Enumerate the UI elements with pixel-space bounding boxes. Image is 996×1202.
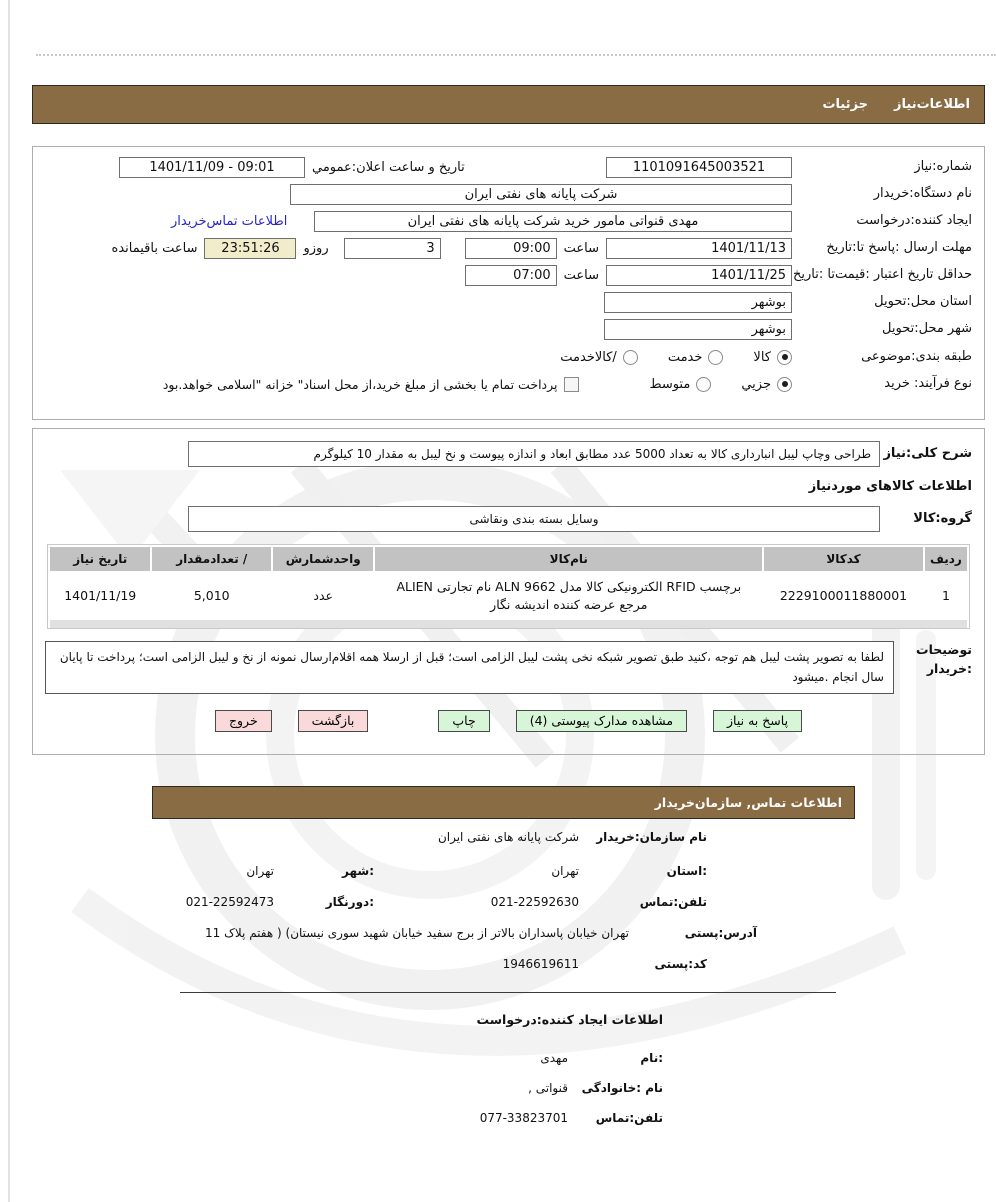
radio-goods-service[interactable] <box>560 350 638 365</box>
radio-goods-service-label: /کالاخدمت <box>560 349 617 365</box>
row-province-city <box>152 864 855 878</box>
tab-need-info[interactable]: اطلاعات‌نیاز <box>894 97 970 112</box>
contact-city-value: تهران <box>246 864 274 878</box>
contact-phone-label: تلفن:تماس <box>639 895 707 909</box>
deadline-hour-label: ساعت <box>563 240 599 256</box>
org-name-label: نام سازمان:خریدار <box>596 830 707 844</box>
postal-code-label: کد:پستی <box>654 957 707 971</box>
radio-goods-service-icon[interactable] <box>623 350 638 365</box>
last-name-label: نام :خانوادگی <box>581 1081 663 1095</box>
goods-info-heading: اطلاعات کالاهای موردنیاز <box>808 479 972 494</box>
price-validity-label: حداقل تاریخ اعتبار :قیمت‌تا :تاریخ <box>792 266 972 282</box>
request-creator-section <box>152 1012 855 1141</box>
delivery-city-label: شهر محل:تحویل <box>882 320 972 336</box>
cell-goods-code: 2229100011880001 <box>764 573 923 618</box>
need-description-label: شرح کلی:نیاز <box>883 446 972 462</box>
buyer-contact-section <box>152 830 855 988</box>
validity-hour-label: ساعت <box>563 267 599 283</box>
request-creator-heading: اطلاعات ایجاد کننده:درخواست <box>476 1012 663 1027</box>
action-buttons <box>45 710 972 732</box>
goods-group-field[interactable]: وسایل بسته بندی ونقاشی <box>188 506 880 532</box>
buyer-remarks-label-line2: :خریدار <box>926 660 972 676</box>
row-address <box>152 926 855 940</box>
org-name-value: شرکت پایانه های نفتی ایران <box>437 830 579 844</box>
row-postal-code <box>152 957 855 971</box>
contact-fax-label: :دورنگار <box>325 895 374 909</box>
row-delivery-city <box>45 318 972 340</box>
row-buyer-remarks <box>45 641 972 694</box>
top-tab-bar <box>32 85 985 124</box>
treasury-payment-label: پرداخت تمام یا بخشی از مبلغ خرید،از محل اسناد" خزانه "اسلامی خواهد.بود <box>162 376 558 392</box>
radio-goods-label: کالا <box>753 349 771 365</box>
contact-province-value: تهران <box>551 864 579 878</box>
cell-row-number: 1 <box>925 573 967 618</box>
col-row-number: ردیف <box>925 547 967 571</box>
row-org-name <box>152 830 855 844</box>
remaining-days-field[interactable]: 3 <box>344 238 441 259</box>
countdown-timer: 23:51:26 <box>204 238 296 259</box>
creator-phone-value: 077-33823701 <box>479 1111 568 1125</box>
subject-classification-label: طبقه بندی:موضوعی <box>861 348 972 364</box>
row-process-type <box>45 373 972 395</box>
print-button[interactable]: چاپ <box>438 710 489 732</box>
cell-count-unit: عدد <box>273 573 373 618</box>
process-type-label: نوع فرآیند: خرید <box>884 375 972 391</box>
first-name-value: مهدی <box>540 1051 568 1065</box>
radio-service[interactable] <box>668 350 724 365</box>
request-creator-label: ایجاد کننده:درخواست <box>856 212 972 228</box>
need-info-panel <box>32 146 985 420</box>
buyer-remarks-label-line1: توضیحات <box>916 642 972 657</box>
goods-table-wrapper <box>47 544 970 629</box>
contact-address-label: آدرس:پستی <box>684 926 757 940</box>
need-number-label: شماره:نیاز <box>914 158 972 174</box>
radio-minor[interactable] <box>741 377 792 392</box>
buyer-contact-link[interactable]: اطلاعات تماس‌خریدار <box>171 213 288 229</box>
contact-fax-value: 021-22592473 <box>185 895 274 909</box>
row-first-name <box>152 1051 855 1065</box>
buyer-contact-bar <box>152 786 855 819</box>
need-number-field[interactable]: 1101091645003521 <box>606 157 792 178</box>
row-reply-deadline <box>45 237 972 259</box>
creator-phone-label: تلفن:تماس <box>595 1111 663 1125</box>
announce-datetime-label: تاریخ و ساعت اعلان:عمومي <box>312 159 465 175</box>
request-creator-field[interactable]: مهدی قنواتی مامور خرید شرکت پایانه های نفتی ایران <box>314 211 792 232</box>
row-need-description <box>45 441 972 467</box>
first-name-label: :نام <box>640 1051 663 1065</box>
radio-goods[interactable] <box>753 350 792 365</box>
radio-service-icon[interactable] <box>708 350 723 365</box>
reply-deadline-label: مهلت ارسال :پاسخ تا:تاریخ <box>826 239 972 255</box>
tab-details[interactable]: جزئیات <box>822 97 869 112</box>
row-goods-group <box>45 506 972 532</box>
radio-medium-label: متوسط <box>649 376 691 392</box>
delivery-province-field[interactable]: بوشهر <box>604 292 792 313</box>
delivery-city-field[interactable]: بوشهر <box>604 319 792 340</box>
buyer-contact-bar-title: اطلاعات تماس, سازمان‌خریدار <box>654 795 842 810</box>
treasury-payment-option[interactable] <box>163 377 580 392</box>
need-detail-panel <box>32 428 985 755</box>
buyer-remarks-field[interactable]: لطفا به تصویر پشت لیبل هم توجه ،کنید طبق تصویر شبکه نخی پشت لیبل الزامی است؛ قبل از ارسلا همه اقلام‌ارسال نمونه از نخ و لیبل الزامی است؛ پرداخت تا پایان سال انجام .میشود <box>45 641 894 694</box>
buyer-name-field[interactable]: شرکت پایانه های نفتی ایران <box>290 184 792 205</box>
cell-need-date: 1401/11/19 <box>50 573 150 618</box>
row-phone-fax <box>152 895 855 909</box>
radio-goods-icon[interactable] <box>777 350 792 365</box>
remaining-days-label: روزو <box>303 240 329 256</box>
row-buyer-name <box>45 183 972 205</box>
price-validity-hour-field[interactable]: 07:00 <box>465 265 557 286</box>
contact-address-value: تهران خیابان پاسداران بالاتر از برج سفید خیابان شهید سوری نیستان) ( هفتم پلاک 11 <box>205 926 629 940</box>
col-goods-code: کدکالا <box>764 547 923 571</box>
top-dotted-divider <box>36 54 996 56</box>
radio-medium-icon[interactable] <box>696 377 711 392</box>
row-price-validity <box>45 264 972 286</box>
goods-group-label: گروه:کالا <box>913 511 972 527</box>
price-validity-date-field[interactable]: 1401/11/25 <box>606 265 792 286</box>
buyer-remarks-label <box>894 641 972 679</box>
table-horizontal-scrollbar[interactable] <box>50 620 967 628</box>
reply-deadline-hour-field[interactable]: 09:00 <box>465 238 557 259</box>
cell-goods-name: برچسب RFID الکترونیکی کالا مدل ALN 9662 نام تجارتی ALIEN مرجع عرضه کننده اندیشه نگار <box>375 573 762 618</box>
countdown-label: ساعت باقیمانده <box>111 240 198 256</box>
col-goods-name: نام‌کالا <box>375 547 762 571</box>
radio-medium[interactable] <box>649 377 711 392</box>
postal-code-value: 1946619611 <box>502 957 579 971</box>
row-delivery-province <box>45 291 972 313</box>
row-last-name <box>152 1081 855 1095</box>
col-need-date: تاریخ نیاز <box>50 547 150 571</box>
radio-service-label: خدمت <box>667 349 703 365</box>
col-count-unit: واحدشمارش <box>273 547 373 571</box>
need-description-field[interactable]: طراحی وچاپ لیبل انبارداری کالا به تعداد 5000 عدد مطابق ابعاد و اندازه پیوست و نخ لیبل به مقدار 10 کیلوگرم <box>188 441 880 467</box>
radio-minor-label: جزیي <box>741 376 771 392</box>
view-attachments-button[interactable]: مشاهده مدارک پیوستی (4) <box>516 710 687 732</box>
contact-province-label: :استان <box>666 864 707 878</box>
page-left-rule <box>8 0 10 1202</box>
cell-quantity: 5,010 <box>152 573 271 618</box>
goods-table <box>48 545 969 620</box>
col-quantity: / تعدادمقدار <box>152 547 271 571</box>
exit-button[interactable]: خروج <box>215 710 272 732</box>
section-divider <box>180 992 836 993</box>
reply-to-need-button[interactable]: پاسخ به نیاز <box>713 710 802 732</box>
row-need-number <box>45 156 972 178</box>
contact-city-label: :شهر <box>342 864 374 878</box>
buyer-name-label: نام دستگاه:خریدار <box>873 185 972 201</box>
contact-phone-value: 021-22592630 <box>490 895 579 909</box>
reply-deadline-date-field[interactable]: 1401/11/13 <box>606 238 792 259</box>
table-row <box>50 573 967 618</box>
goods-table-header-row <box>50 547 967 571</box>
back-button[interactable]: بازگشت <box>298 710 369 732</box>
treasury-payment-checkbox[interactable] <box>564 377 579 392</box>
row-request-creator <box>45 210 972 232</box>
delivery-province-label: استان محل:تحویل <box>874 293 972 309</box>
radio-minor-icon[interactable] <box>777 377 792 392</box>
row-subject-classification <box>45 346 972 368</box>
announce-datetime-field[interactable]: 09:01 - 1401/11/09 <box>119 157 305 178</box>
last-name-value: قنواتی , <box>528 1081 568 1095</box>
row-creator-phone <box>152 1111 855 1125</box>
